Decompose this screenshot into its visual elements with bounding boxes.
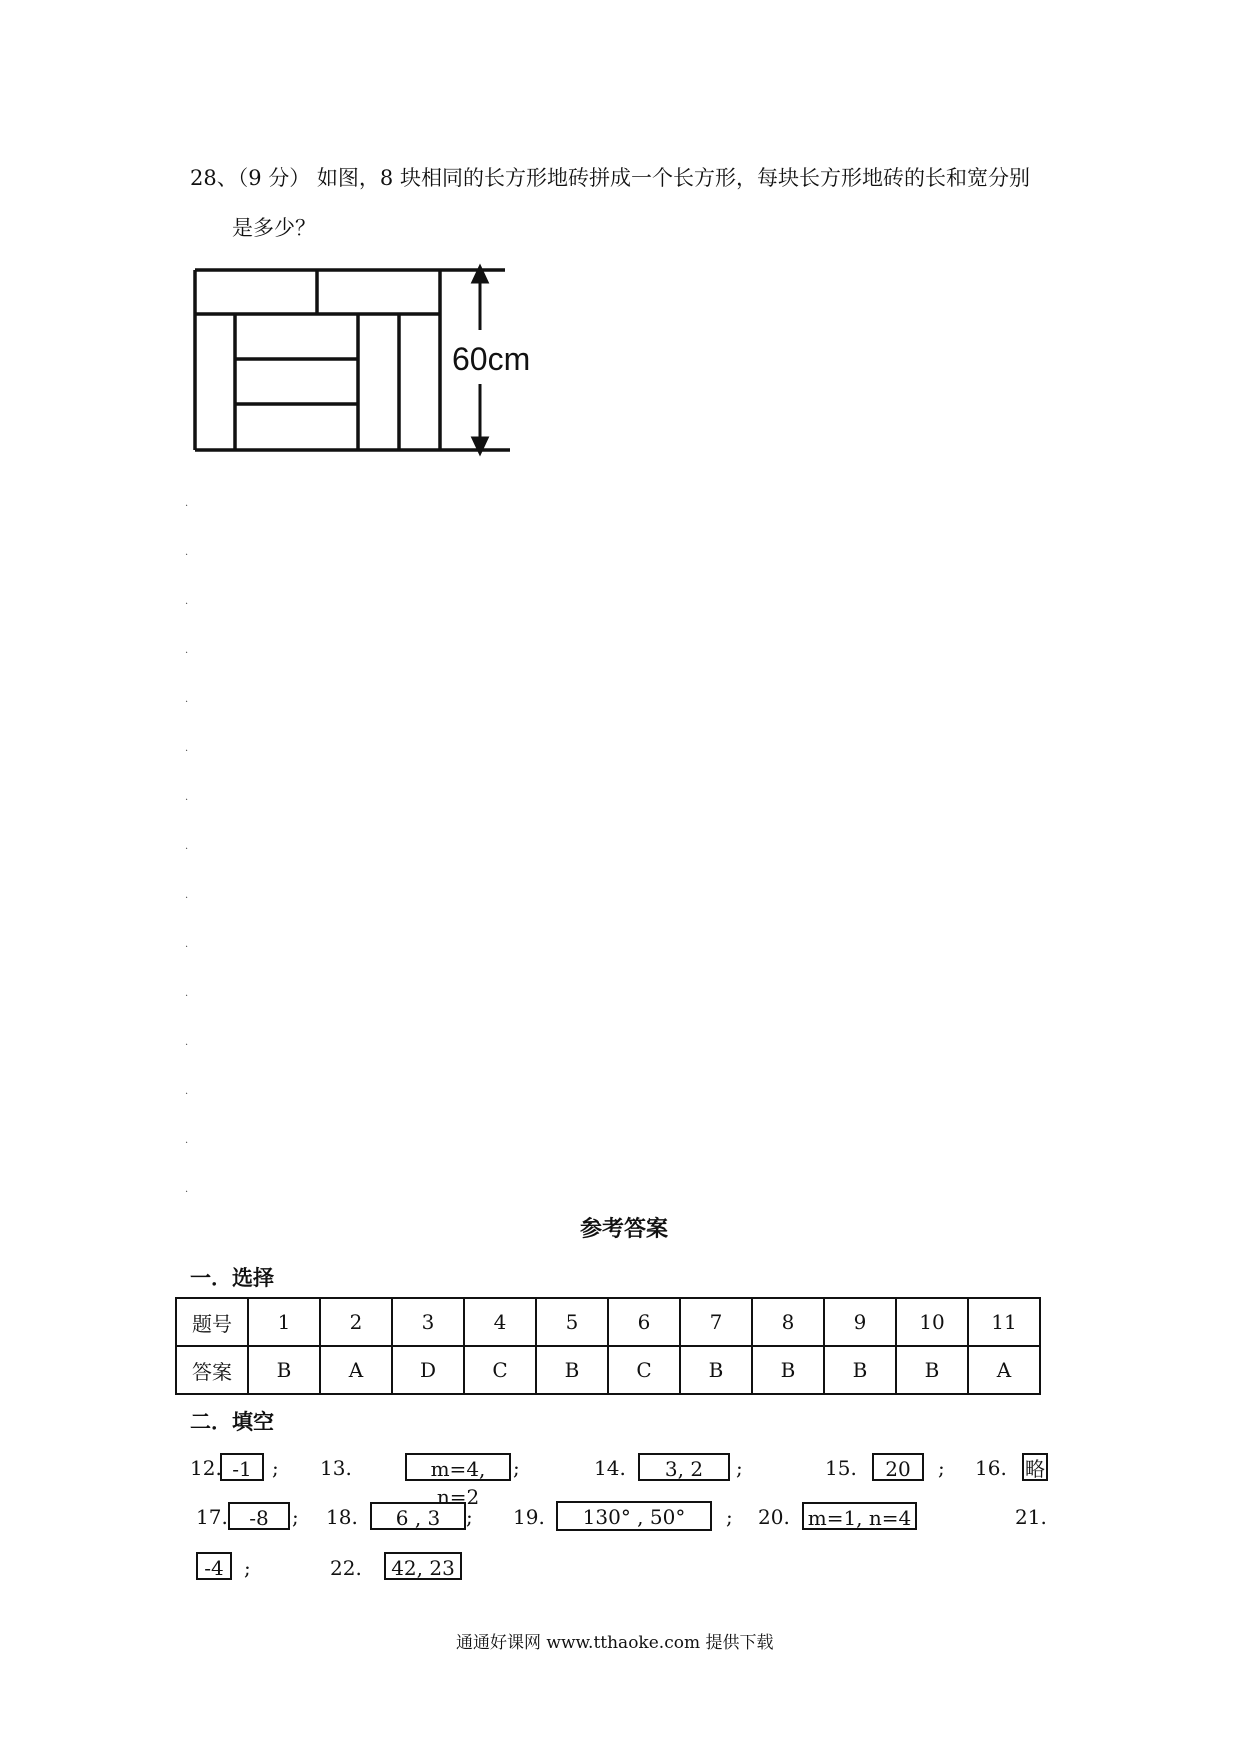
table-cell: 10 (896, 1298, 968, 1346)
space-dot: · (185, 599, 189, 610)
section-fill-heading: 二．填空 (190, 1409, 274, 1434)
table-cell: B (536, 1346, 608, 1394)
table-row (176, 1346, 1040, 1394)
table-cell: 7 (680, 1298, 752, 1346)
table-cell: 2 (320, 1298, 392, 1346)
fill-separator: ; (272, 1456, 279, 1480)
fill-separator: ; (726, 1505, 733, 1529)
space-dot: · (185, 501, 189, 512)
fill-number: 15. (825, 1456, 857, 1480)
table-cell: C (464, 1346, 536, 1394)
space-dot: · (185, 550, 189, 561)
table-cell: B (248, 1346, 320, 1394)
table-cell: B (824, 1346, 896, 1394)
fill-separator: ; (466, 1505, 473, 1529)
fill-answer-box: 42, 23 (384, 1552, 462, 1580)
fill-answer-box: m=4, n=2 (405, 1453, 511, 1481)
space-dot: · (185, 795, 189, 806)
table-cell: D (392, 1346, 464, 1394)
space-dot: · (185, 942, 189, 953)
fill-number: 17. (196, 1505, 228, 1529)
table-cell: 1 (248, 1298, 320, 1346)
fill-answer-box: 20 (872, 1453, 924, 1481)
space-dot: · (185, 746, 189, 757)
fill-number: 13. (320, 1456, 352, 1480)
table-cell: B (896, 1346, 968, 1394)
table-row (176, 1298, 1040, 1346)
table-cell: B (680, 1346, 752, 1394)
tile-figure (190, 262, 530, 462)
fill-separator: ; (292, 1505, 299, 1529)
fill-answer-box: 略 (1022, 1453, 1048, 1481)
table-cell: 6 (608, 1298, 680, 1346)
fill-number: 21. (1015, 1505, 1047, 1529)
space-dot: · (185, 1089, 189, 1100)
space-dot: · (185, 844, 189, 855)
footer-text: 通通好课网 www.tthaoke.com 提供下载 (456, 1633, 774, 1653)
question-text-line2: 是多少？ (232, 216, 316, 240)
space-dot: · (185, 697, 189, 708)
fill-number: 18. (326, 1505, 358, 1529)
fill-number: 20. (758, 1505, 790, 1529)
table-cell: C (608, 1346, 680, 1394)
table-cell: 11 (968, 1298, 1040, 1346)
space-dot: · (185, 1040, 189, 1051)
fill-answer-box: -8 (228, 1502, 290, 1530)
table-cell: 3 (392, 1298, 464, 1346)
figure-dimension-label: 60cm (452, 341, 530, 377)
fill-answer-box: 6 , 3 (370, 1502, 466, 1530)
table-header-cell: 答案 (176, 1346, 248, 1394)
fill-number: 14. (594, 1456, 626, 1480)
fill-answer-box: -1 (220, 1453, 264, 1481)
fill-number: 19. (513, 1505, 545, 1529)
table-cell: 9 (824, 1298, 896, 1346)
space-dot: · (185, 893, 189, 904)
fill-answer-box: 3, 2 (638, 1453, 730, 1481)
choice-answer-table (175, 1297, 1041, 1395)
table-cell: B (752, 1346, 824, 1394)
fill-separator: ; (244, 1556, 251, 1580)
question-text-line1: 28、（9 分） 如图，8 块相同的长方形地砖拼成一个长方形，每块长方形地砖的长和宽分别 (190, 166, 1030, 190)
table-cell: 5 (536, 1298, 608, 1346)
space-dot: · (185, 991, 189, 1002)
space-dot: · (185, 648, 189, 659)
answers-title: 参考答案 (580, 1216, 669, 1242)
fill-number: 22. (330, 1556, 362, 1580)
fill-separator: ; (938, 1456, 945, 1480)
space-dot: · (185, 1138, 189, 1149)
table-cell: A (320, 1346, 392, 1394)
fill-separator: ; (513, 1456, 520, 1480)
space-dot: · (185, 1187, 189, 1198)
fill-number: 12. (190, 1456, 222, 1480)
section-choice-heading: 一．选择 (190, 1265, 274, 1290)
table-header-cell: 题号 (176, 1298, 248, 1346)
table-cell: 4 (464, 1298, 536, 1346)
fill-answer-box: m=1, n=4 (802, 1502, 917, 1530)
fill-answer-box: 130° , 50° (556, 1501, 712, 1531)
fill-answer-box: -4 (196, 1552, 232, 1580)
fill-number: 16. (975, 1456, 1007, 1480)
fill-separator: ; (736, 1456, 743, 1480)
table-cell: 8 (752, 1298, 824, 1346)
table-cell: A (968, 1346, 1040, 1394)
